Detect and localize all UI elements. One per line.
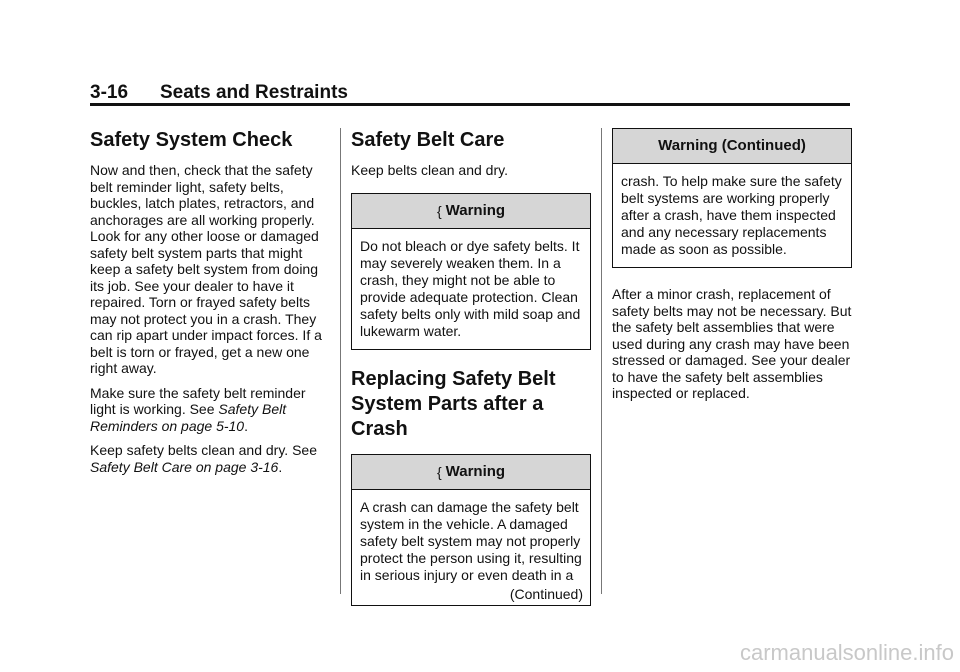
- column-3: [612, 128, 852, 402]
- warning-box: [351, 454, 591, 606]
- watermark: carmanualsonline.info: [739, 640, 954, 665]
- column-1: [90, 128, 330, 475]
- paragraph: Keep belts clean and dry.: [351, 162, 508, 178]
- warning-title: Warning: [445, 201, 506, 219]
- paragraph: After a minor crash, replacement of safety belts may not be necessary. But the safety belt assemblies that were used during any crash may have been stressed or damaged. See your dealer to have the safety belt assemblies inspected or replaced.: [612, 286, 852, 401]
- warning-title: Warning (Continued): [658, 137, 806, 154]
- warning-body: [352, 490, 590, 605]
- warning-icon: {: [436, 202, 442, 219]
- warning-header: [352, 455, 590, 490]
- header-rule: [90, 103, 850, 106]
- warning-body: Do not bleach or dye safety belts. It may severely weaken them. In a crash, they might not be able to provide adequate protection. Clean safety belts only with mild soap and lukewarm water.: [360, 237, 581, 339]
- warning-box: [351, 193, 591, 350]
- warning-icon: {: [436, 463, 442, 480]
- paragraph-end: .: [278, 458, 283, 475]
- paragraph: [90, 442, 330, 475]
- warning-box-continued: [612, 128, 852, 268]
- page-header: [90, 82, 850, 104]
- column-divider: [601, 128, 602, 594]
- paragraph: [90, 385, 330, 435]
- warning-header: [352, 194, 590, 229]
- paragraph-end: .: [244, 417, 248, 434]
- paragraph-text: Keep safety belts clean and dry. See: [90, 442, 317, 458]
- heading-replacing-parts: Replacing Safety Belt System Parts after a Crash: [351, 367, 556, 440]
- cross-reference-link[interactable]: Safety Belt Reminders on page 5-10: [90, 401, 287, 434]
- page-number: 3-16: [90, 82, 129, 103]
- paragraph-text: Make sure the safety belt reminder light is working. See: [90, 384, 306, 417]
- section-title: Seats and Restraints: [160, 82, 348, 103]
- heading-safety-belt-care: Safety Belt Care: [351, 129, 505, 151]
- cross-reference-link[interactable]: Safety Belt Care on page 3-16: [90, 458, 279, 475]
- heading-safety-system-check: Safety System Check: [90, 129, 293, 151]
- warning-header: [613, 129, 851, 164]
- paragraph: Now and then, check that the safety belt reminder light, safety belts, buckles, latch plates, retractors, and anchorages are all working properly. Look for any other loose or damaged safety belt system parts that might keep a safety belt system from doing its job. See your dealer to have it repaired. Torn or frayed safety belts may not protect you in a crash. They can rip apart under impact forces. If a belt is torn or frayed, get a new one right away.: [90, 162, 322, 376]
- warning-body: crash. To help make sure the safety belt systems are working properly after a crash, have them inspected and any necessary replacements made as soon as possible.: [621, 173, 842, 257]
- column-divider: [340, 128, 341, 594]
- column-2: [351, 128, 591, 606]
- warning-title: Warning: [445, 462, 506, 480]
- continued-label: (Continued): [509, 585, 583, 602]
- warning-text: A crash can damage the safety belt system in the vehicle. A damaged safety belt system may not properly protect the person using it, resulting in serious injury or even death in a: [360, 498, 582, 583]
